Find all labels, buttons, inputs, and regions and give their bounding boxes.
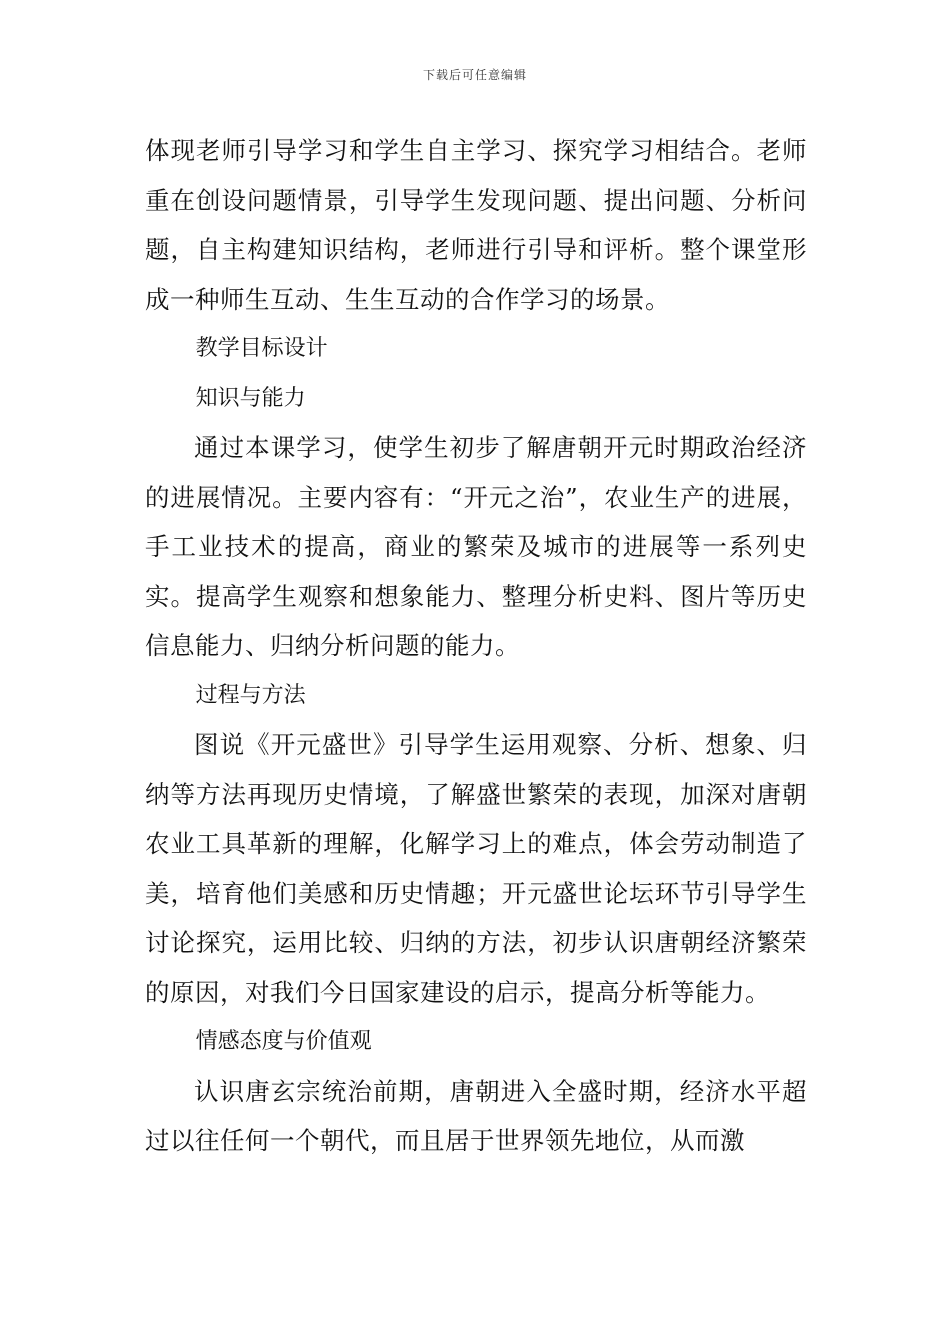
document-body <box>145 126 807 1166</box>
paragraph-knowledge-ability: 通过本课学习，使学生初步了解唐朝开元时期政治经济的进展情况。主要内容有：“开元之治”，农业生产的进展，手工业技术的提高，商业的繁荣及城市的进展等一系列史实。提高学生观察和想象能力、整理分析史料、图片等历史信息能力、归纳分析问题的能力。 <box>145 433 807 660</box>
heading-emotion-values: 情感态度与价值观 <box>195 1029 372 1054</box>
heading-knowledge-ability: 知识与能力 <box>195 385 306 411</box>
paragraph-emotion-values: 认识唐玄宗统治前期，唐朝进入全盛时期，经济水平超过以往任何一个朝代，而且居于世界领先地位，从而激 <box>145 1076 807 1155</box>
paragraph-process-method: 图说《开元盛世》引导学生运用观察、分析、想象、归纳等方法再现历史情境，了解盛世繁荣的表现，加深对唐朝农业工具革新的理解，化解学习上的难点，体会劳动制造了美，培育他们美感和历史情趣；开元盛世论坛环节引导学生讨论探究，运用比较、归纳的方法，初步认识唐朝经济繁荣的原因，对我们今日国家建设的启示，提高分析等能力。 <box>145 730 807 1007</box>
heading-process-method: 过程与方法 <box>195 682 306 708</box>
paragraph-intro: 体现老师引导学习和学生自主学习、探究学习相结合。老师重在创设问题情景，引导学生发现问题、提出问题、分析问题，自主构建知识结构，老师进行引导和评析。整个课堂形成一种师生互动、生生互动的合作学习的场景。 <box>145 136 807 314</box>
heading-teaching-goals: 教学目标设计 <box>195 336 328 361</box>
header-note: 下载后可任意编辑 <box>422 68 527 82</box>
